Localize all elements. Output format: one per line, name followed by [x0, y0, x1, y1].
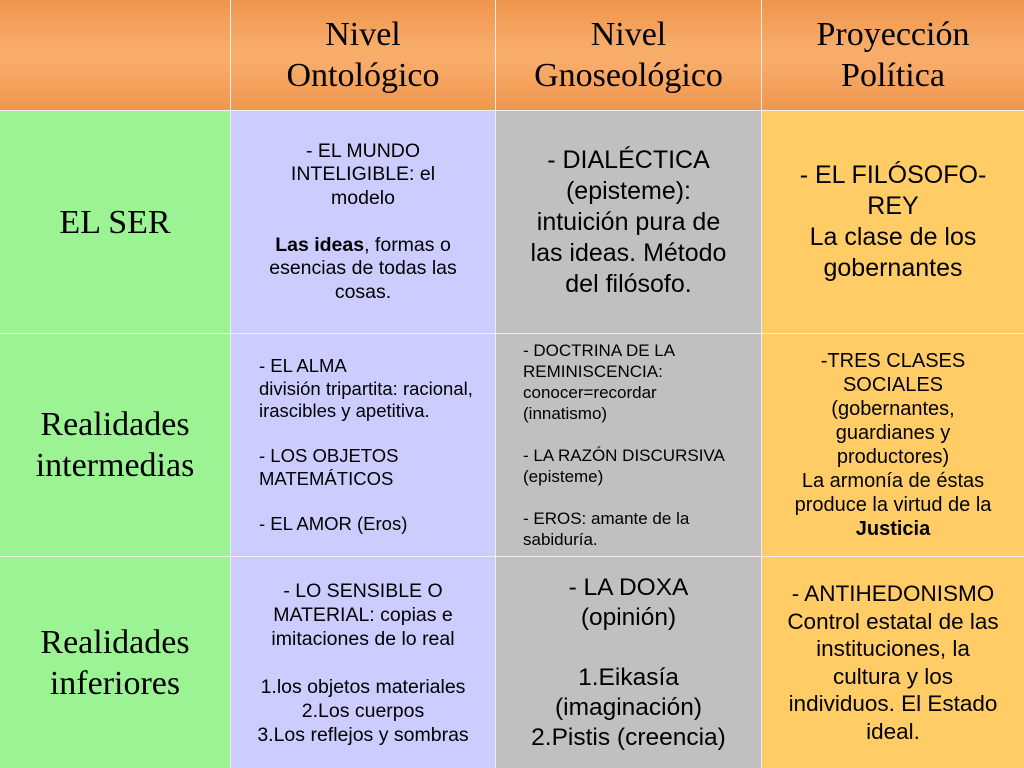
row-label-el-ser — [0, 111, 230, 333]
header-corner — [0, 0, 230, 110]
list-item: 2.Los cuerpos — [301, 699, 425, 722]
header-title-line: Proyección — [816, 16, 970, 53]
cell-content — [261, 140, 466, 305]
cell-paragraph: - LA RAZÓN DISCURSIVA (episteme) — [523, 446, 724, 486]
bold-term: Las ideas — [275, 233, 365, 256]
header-title-line: Ontológico — [286, 57, 440, 94]
row-label-text: Realidades inferiores — [40, 623, 190, 702]
cell-paragraph: - LA DOXA (opinión) — [568, 573, 689, 631]
cell-inferiores-ontologico — [231, 557, 495, 768]
cell-line: - EL ALMA — [259, 355, 347, 376]
list-item: 1.los objetos materiales — [260, 675, 466, 698]
cell-intermedias-politica — [762, 334, 1024, 556]
cell-intermedias-ontologico — [231, 334, 495, 556]
cell-inferiores-politica — [762, 557, 1024, 768]
cell-content — [259, 355, 489, 535]
cell-paragraph: - DIALÉCTICA (episteme): intuición pura de las ideas. Método del filósofo. — [530, 145, 727, 298]
cell-content — [524, 573, 734, 753]
cell-paragraph — [787, 469, 999, 541]
cell-line: La clase de los gobernantes — [809, 223, 977, 282]
cell-el-ser-politica — [762, 111, 1024, 333]
cell-content — [783, 580, 1004, 745]
header-nivel-gnoseologico — [496, 0, 761, 110]
cell-paragraph — [261, 234, 466, 305]
list-item: 3.Los reflejos y sombras — [257, 723, 469, 746]
list-item: 1.Eikasía (imaginación) — [554, 663, 703, 721]
header-title — [817, 14, 970, 96]
list-item: 2.Pistis (creencia) — [531, 723, 726, 751]
cell-el-ser-gnoseologico — [496, 111, 761, 333]
row-label-text: EL SER — [59, 203, 171, 241]
cell-content — [787, 349, 999, 541]
header-title-line: Política — [841, 57, 945, 94]
paragraph-text: , formas o esencias de todas las cosas. — [269, 233, 457, 303]
cell-content — [523, 340, 743, 550]
cell-paragraph: - LO SENSIBLE O MATERIAL: copias e imitaciones de lo real — [271, 579, 455, 650]
row-label-text: Realidades intermedias — [35, 406, 195, 484]
cell-intermedias-gnoseologico — [496, 334, 761, 556]
header-title — [287, 14, 440, 96]
cell-paragraph: - EROS: amante de la sabiduría. — [523, 509, 690, 549]
paragraph-text: La armonía de éstas produce la virtud de la — [794, 470, 992, 516]
row-label-realidades-intermedias — [0, 334, 230, 556]
cell-line: - ANTIHEDONISMO — [791, 581, 995, 606]
cell-line: división tripartita: racional, irascibles y apetitiva. — [259, 377, 473, 421]
cell-inferiores-gnoseologico — [496, 557, 761, 768]
cell-paragraph: - DOCTRINA DE LA REMINISCENCIA: conocer=recordar (innatismo) — [523, 341, 675, 423]
header-proyeccion-politica — [762, 0, 1024, 110]
cell-content — [243, 579, 483, 747]
cell-paragraph: - EL MUNDO INTELIGIBLE: el modelo — [290, 139, 436, 209]
cell-el-ser-ontologico — [231, 111, 495, 333]
header-title-line: Nivel — [590, 16, 667, 53]
cell-content — [786, 160, 1001, 284]
cell-paragraph: -TRES CLASES SOCIALES (gobernantes, guardianes y productores) — [820, 350, 966, 468]
cell-content — [524, 145, 734, 300]
cell-line: - EL FILÓSOFO-REY — [799, 161, 987, 220]
header-title-line: Nivel — [325, 16, 401, 53]
cell-paragraph: - EL AMOR (Eros) — [259, 512, 408, 534]
bold-term: Justicia — [855, 518, 931, 540]
header-nivel-ontologico — [231, 0, 495, 110]
header-title-line: Gnoseológico — [534, 57, 723, 94]
cell-paragraph: Control estatal de las instituciones, la cultura y los individuos. El Estado ideal. — [787, 608, 999, 744]
row-label-realidades-inferiores — [0, 557, 230, 768]
header-title — [534, 14, 723, 96]
cell-paragraph: - LOS OBJETOS MATEMÁTICOS — [259, 445, 399, 489]
